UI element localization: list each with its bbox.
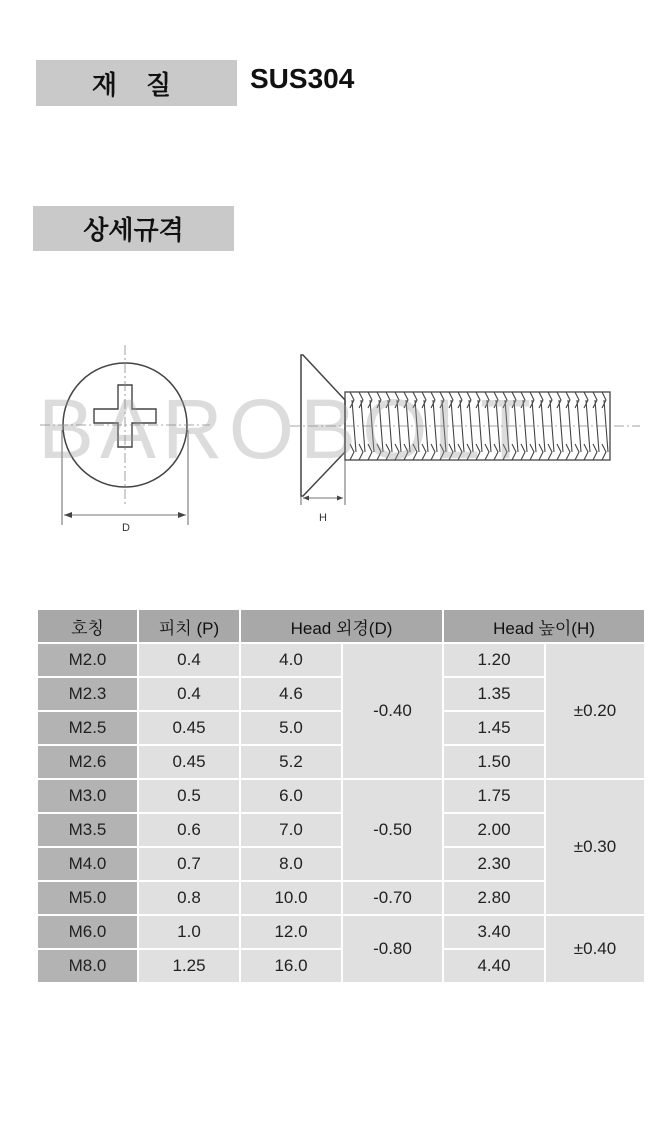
col-header-head-diameter: Head 외경(D) — [240, 609, 443, 643]
cell-head-height: 2.30 — [443, 847, 545, 881]
spec-table — [36, 608, 646, 984]
cell-code: M6.0 — [37, 915, 138, 949]
cell-pitch: 0.6 — [138, 813, 240, 847]
cell-head-height: 2.00 — [443, 813, 545, 847]
cell-head-diameter: 4.6 — [240, 677, 342, 711]
dimension-h-label: H — [319, 512, 327, 524]
cell-head-diameter: 6.0 — [240, 779, 342, 813]
cell-head-height: 3.40 — [443, 915, 545, 949]
cell-code: M2.5 — [37, 711, 138, 745]
cell-code: M2.3 — [37, 677, 138, 711]
cell-head-diameter: 8.0 — [240, 847, 342, 881]
cell-d-tolerance: -0.50 — [342, 779, 443, 881]
cell-code: M5.0 — [37, 881, 138, 915]
cell-head-height: 1.35 — [443, 677, 545, 711]
material-label: 재 질 — [36, 60, 237, 106]
cell-code: M3.5 — [37, 813, 138, 847]
cell-pitch: 0.5 — [138, 779, 240, 813]
cell-head-height: 1.75 — [443, 779, 545, 813]
cell-head-diameter: 5.2 — [240, 745, 342, 779]
cell-pitch: 0.4 — [138, 643, 240, 677]
col-header-pitch: 피치 (P) — [138, 609, 240, 643]
cell-pitch: 0.7 — [138, 847, 240, 881]
cell-head-height: 1.50 — [443, 745, 545, 779]
watermark-logo: BAROBOLT — [38, 382, 538, 476]
table-header-row — [37, 609, 645, 643]
cell-head-diameter: 5.0 — [240, 711, 342, 745]
spec-section-label: 상세규격 — [33, 206, 234, 251]
screw-technical-drawing — [0, 330, 671, 540]
cell-head-diameter: 4.0 — [240, 643, 342, 677]
cell-d-tolerance: -0.40 — [342, 643, 443, 779]
cell-h-tolerance: ±0.30 — [545, 779, 645, 915]
cell-code: M2.0 — [37, 643, 138, 677]
col-header-head-height: Head 높이(H) — [443, 609, 645, 643]
cell-d-tolerance: -0.70 — [342, 881, 443, 915]
dimension-d-label: D — [122, 522, 130, 534]
cell-head-height: 1.20 — [443, 643, 545, 677]
cell-head-height: 2.80 — [443, 881, 545, 915]
cell-pitch: 0.45 — [138, 745, 240, 779]
material-value: SUS304 — [250, 63, 355, 94]
cell-code: M2.6 — [37, 745, 138, 779]
cell-code: M3.0 — [37, 779, 138, 813]
cell-h-tolerance: ±0.20 — [545, 643, 645, 779]
cell-head-height: 4.40 — [443, 949, 545, 983]
cell-code: M8.0 — [37, 949, 138, 983]
cell-pitch: 1.0 — [138, 915, 240, 949]
col-header-code: 호칭 — [37, 609, 138, 643]
cell-pitch: 0.4 — [138, 677, 240, 711]
cell-head-diameter: 12.0 — [240, 915, 342, 949]
table-row — [37, 779, 645, 813]
cell-head-diameter: 10.0 — [240, 881, 342, 915]
cell-h-tolerance: ±0.40 — [545, 915, 645, 983]
cell-code: M4.0 — [37, 847, 138, 881]
cell-head-diameter: 16.0 — [240, 949, 342, 983]
cell-head-height: 1.45 — [443, 711, 545, 745]
cell-pitch: 1.25 — [138, 949, 240, 983]
cell-pitch: 0.45 — [138, 711, 240, 745]
cell-head-diameter: 7.0 — [240, 813, 342, 847]
table-row — [37, 915, 645, 949]
cell-pitch: 0.8 — [138, 881, 240, 915]
cell-d-tolerance: -0.80 — [342, 915, 443, 983]
table-row — [37, 643, 645, 677]
